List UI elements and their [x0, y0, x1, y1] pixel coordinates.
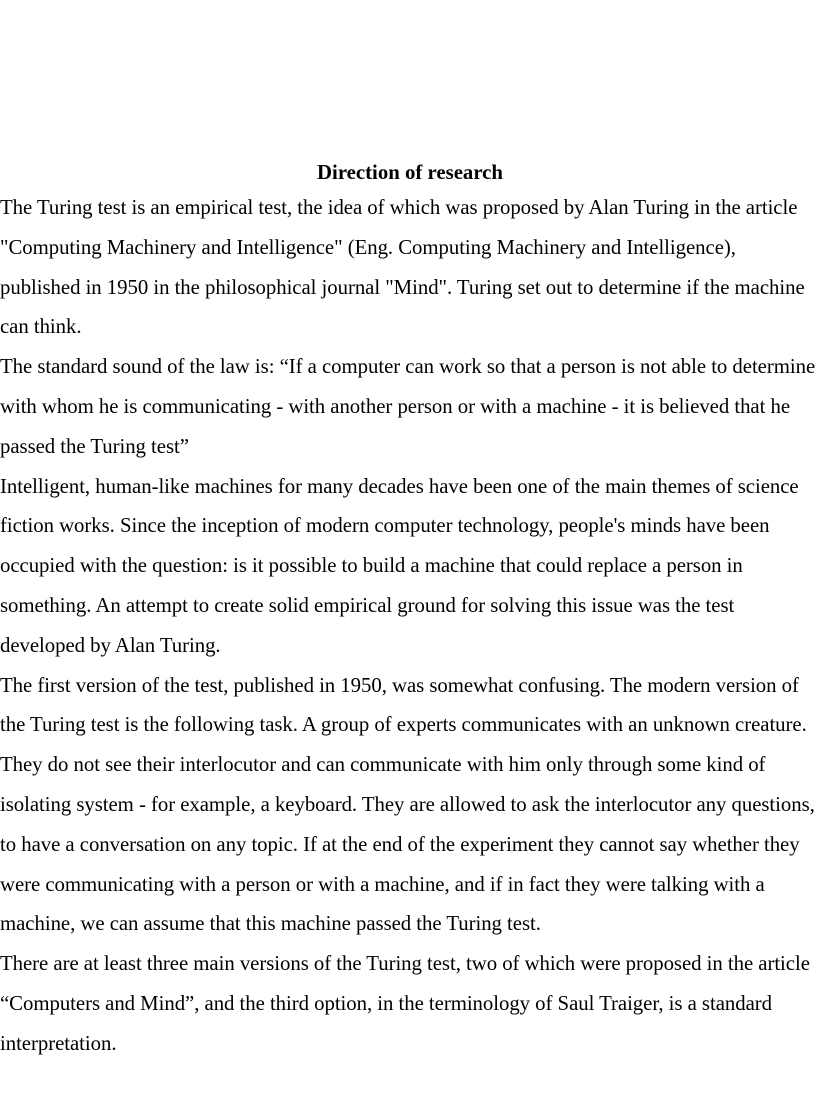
document-title-text: Direction of research [317, 161, 503, 184]
paragraph-three-versions: There are at least three main versions of the Turing test, two of which were proposed in the article “Computers and Mind”, and the third option, in the terminology of Saul Traiger, is a standard interpretation. [0, 952, 810, 1055]
paragraph-turing-test-definition: The Turing test is an empirical test, the idea of which was proposed by Alan Turing in the article "Computing Machinery and Intelligence" (Eng. Computing Machinery and Intelligence), published in 1950 in the philosophical journal "Mind". Turing set out to determine if the machine can think. [0, 196, 805, 339]
paragraph-modern-version: The first version of the test, published in 1950, was somewhat confusing. The modern version of the Turing test is the following task. A group of experts communicates with an unknown creature. They do not see their interlocutor and can communicate with him only through some kind of isolating system - for example, a keyboard. They are allowed to ask the interlocutor any questions, to have a conversation on any topic. If at the end of the experiment they cannot say whether they were communicating with a person or with a machine, and if in fact they were talking with a machine, we can assume that this machine passed the Turing test. [0, 673, 815, 936]
document-page [0, 158, 816, 1064]
document-title [0, 158, 816, 188]
paragraph-science-fiction-context: Intelligent, human-like machines for many decades have been one of the main themes of science fiction works. Since the inception of modern computer technology, people's minds have been occupied with the question: is it possible to build a machine that could replace a person in something. An attempt to create solid empirical ground for solving this issue was the test developed by Alan Turing. [0, 474, 799, 657]
paragraph-standard-formulation: The standard sound of the law is: “If a computer can work so that a person is not able to determine with whom he is communicating - with another person or with a machine - it is believed that he passed the Turing test” [0, 355, 816, 458]
